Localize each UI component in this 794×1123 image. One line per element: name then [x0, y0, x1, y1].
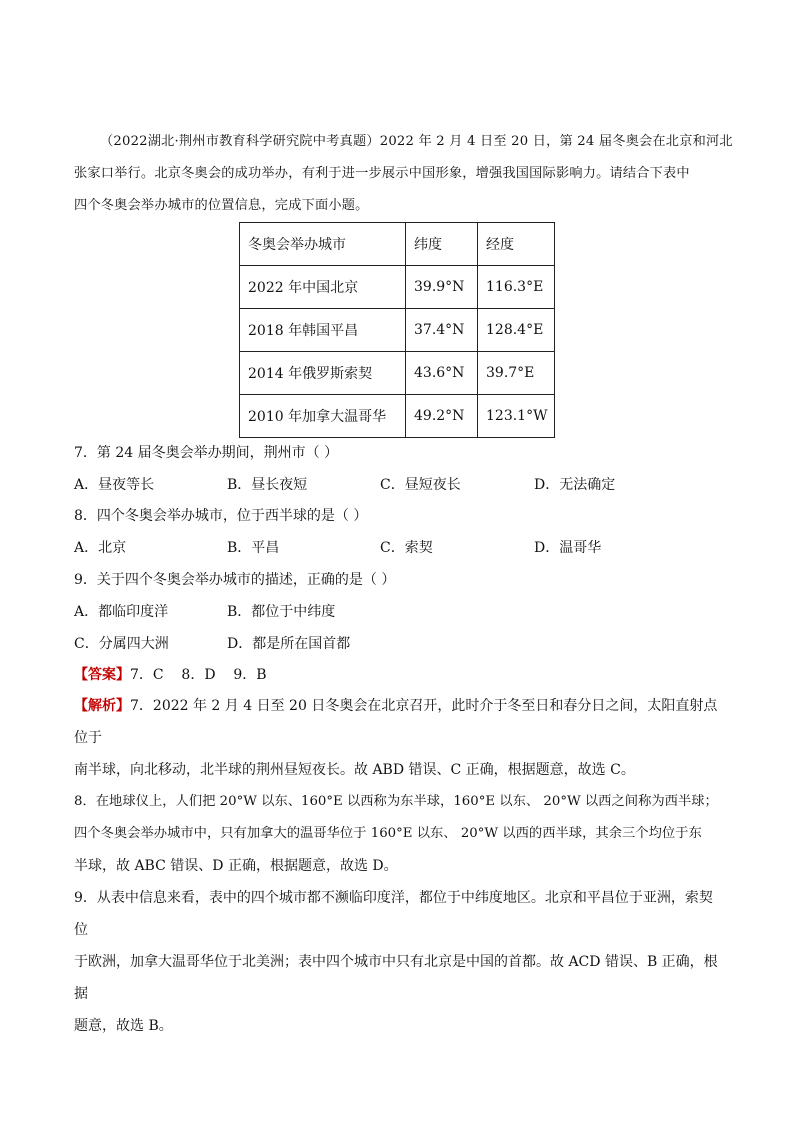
q9-option-a: A．都临印度洋 [74, 604, 169, 620]
question-7-stem: 7．第 24 届冬奥会举办期间，荆州市（ ） [74, 445, 339, 461]
table-row [240, 352, 555, 395]
table-cell: 2010 年加拿大温哥华 [240, 395, 406, 438]
table-cell: 49.2°N [406, 395, 478, 438]
q7-option-d: D．无法确定 [534, 477, 616, 493]
table-cell: 39.7°E [478, 352, 555, 395]
q7-option-b: B．昼长夜短 [227, 477, 308, 493]
table-cell: 39.9°N [406, 266, 478, 309]
q7-option-c: C．昼短夜长 [380, 477, 461, 493]
analysis-8-line-1: 8．在地球仪上，人们把 20°W 以东、160°E 以西称为东半球，160°E 以东、 20°W 以西之间称为西半球； [74, 794, 718, 809]
answer-line [74, 665, 267, 685]
analysis-9-line-1: 9．从表中信息来看，表中的四个城市都不濒临印度洋，都位于中纬度地区。北京和平昌位于亚洲，索契位 [74, 890, 713, 938]
question-8-stem: 8．四个冬奥会举办城市，位于西半球的是（ ） [74, 508, 368, 524]
question-9-stem: 9．关于四个冬奥会举办城市的描述，正确的是（ ） [74, 572, 396, 588]
table-header: 冬奥会举办城市 [240, 223, 406, 266]
analysis-9-line-3: 题意，故选 B。 [74, 1018, 173, 1034]
intro-line-3: 四个冬奥会举办城市的位置信息，完成下面小题。 [74, 198, 369, 213]
q9-option-d: D．都是所在国首都 [227, 636, 351, 652]
intro-line-2: 张家口举行。北京冬奥会的成功举办，有利于进一步展示中国形象，增强我国国际影响力。请结合下表中 [74, 166, 690, 181]
q9-option-b: B．都位于中纬度 [227, 604, 336, 620]
analysis-label: 【解析】 [74, 698, 130, 714]
table-row [240, 266, 555, 309]
intro-line-1: （2022湖北·荆州市教育科学研究院中考真题）2022 年 2 月 4 日至 20 日，第 24 届冬奥会在北京和河北 [100, 134, 733, 149]
analysis-8-line-2: 四个冬奥会举办城市中，只有加拿大的温哥华位于 160°E 以东、 20°W 以西的西半球，其余三个均位于东 [74, 826, 702, 841]
table-cell: 123.1°W [478, 395, 555, 438]
table-cell: 2018 年韩国平昌 [240, 309, 406, 352]
table-header: 经度 [478, 223, 555, 266]
analysis-8-line-3: 半球，故 ABC 错误、D 正确，根据题意，故选 D。 [74, 858, 398, 874]
answer-label: 【答案】 [74, 667, 130, 683]
table-row [240, 309, 555, 352]
table-header: 纬度 [406, 223, 478, 266]
q9-option-c: C．分属四大洲 [74, 636, 169, 652]
q8-option-d: D．温哥华 [534, 540, 602, 556]
answer-text: 7．C 8．D 9．B [130, 667, 267, 683]
q7-option-a: A．昼夜等长 [74, 477, 155, 493]
table-cell: 116.3°E [478, 266, 555, 309]
q8-option-a: A．北京 [74, 540, 127, 556]
table-cell: 2022 年中国北京 [240, 266, 406, 309]
analysis-7-line-1 [74, 690, 724, 754]
table-cell: 2014 年俄罗斯索契 [240, 352, 406, 395]
table-row [240, 395, 555, 438]
table-cell: 37.4°N [406, 309, 478, 352]
analysis-7-line-2: 南半球，向北移动，北半球的荆州昼短夜长。故 ABD 错误、C 正确，根据题意，故选 C。 [74, 762, 635, 778]
q8-option-c: C．索契 [380, 540, 433, 556]
analysis-text: 7．2022 年 2 月 4 日至 20 日冬奥会在北京召开，此时介于冬至日和春分日之间，太阳直射点位于 [74, 698, 718, 746]
olympic-cities-table [239, 222, 555, 438]
analysis-9-line-2: 于欧洲，加拿大温哥华位于北美洲；表中四个城市中只有北京是中国的首都。故 ACD 错误、B 正确，根据 [74, 954, 718, 1002]
table-cell: 128.4°E [478, 309, 555, 352]
table-cell: 43.6°N [406, 352, 478, 395]
analysis-block [74, 690, 724, 1042]
q8-option-b: B．平昌 [227, 540, 280, 556]
table-header-row [240, 223, 555, 266]
